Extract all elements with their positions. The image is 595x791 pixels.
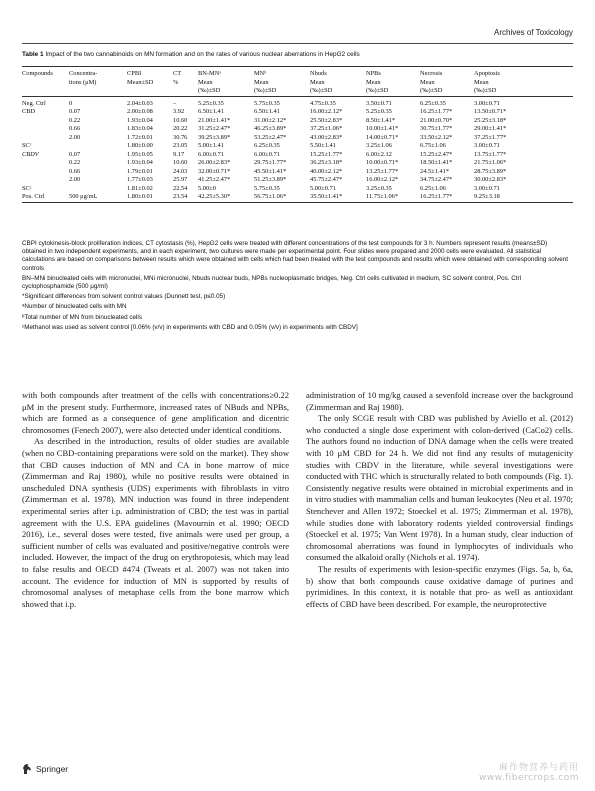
paragraph: administration of 10 mg/kg caused a sevenfold increase over the background (Zimmerman and Raj 1980). [306, 390, 573, 412]
column-header: Mean±SD [127, 78, 154, 86]
table-cell: 5.00±1.41 [198, 142, 224, 149]
table-cell: 46.25±3.89* [254, 125, 287, 132]
footnote-cbpi: CBPI cytokinesis-block proliferation indices, CT cytostasis (%), HepG2 cells were treated with different concentrations of the test compounds for 3 h. Numbers represent results (means±SD) obtained in two independent experiments, and in each experiment, two cultures were made per experimental point. Four slides were prepared and 2000 cells were evaluated. All statistical calculations are based on comparisons between results which were obtained with cells which had been treated with the test compounds and results which were obtained with corresponding solvent controls [22, 240, 569, 272]
table-cell: 1.80±0.01 [127, 193, 153, 200]
table-cell: 9.25±3.18 [474, 193, 500, 200]
column-header [69, 87, 127, 96]
column-header: CPBI [127, 70, 142, 77]
table-cell: 37.25±1.06* [310, 125, 343, 132]
results-table [22, 66, 573, 203]
table-cell: 25.97 [173, 176, 188, 183]
table-cell: 2.04±0.03 [127, 99, 153, 107]
table-caption-text: Impact of the two cannabinoids on MN formation and on the rates of various nuclear aberrations in HepG2 cells [43, 51, 360, 58]
table-row [22, 96, 573, 108]
table-cell: 15.25±2.47* [420, 150, 453, 158]
column-header [127, 87, 173, 96]
page-footer [22, 763, 68, 775]
table-row [22, 134, 573, 143]
table-cell: 5.00±0.71 [310, 184, 336, 192]
column-header: Nbuds [310, 70, 327, 77]
table-cell: 30.76 [173, 133, 188, 141]
table-cell: 13.50±0.71* [474, 108, 507, 115]
table-cell: 37.25±1.77* [474, 133, 507, 141]
table-cell: 43.00±2.83* [310, 133, 343, 141]
table-cell: 16.00±2.12* [310, 108, 343, 115]
column-header: Apoptosis [474, 70, 500, 77]
table-cell: 13.75±1.77* [474, 150, 507, 158]
table-header-row [22, 79, 573, 88]
table-cell [22, 176, 69, 185]
table-row [22, 125, 573, 134]
table-cell: 6.50±1.41 [254, 108, 280, 115]
table-header-row [22, 67, 573, 79]
table-cell: 6.25±0.35 [420, 99, 446, 107]
body-column-left [22, 390, 289, 610]
table-cell: SCᶜ [22, 184, 32, 192]
table-cell: CBD [22, 108, 36, 115]
table-cell: 22.54 [173, 184, 188, 192]
table-cell: 0.22 [69, 159, 81, 166]
table-row [22, 176, 573, 185]
table-cell: 20.22 [173, 125, 188, 132]
paragraph: As described in the introduction, results of older studies are available (when no CBD-containing preparations were sold on the market). They show that CBD causes induction of MN and CA in bone marrow of mice (Zimmerman and Raj 1980), while no positive results were obtained in unscheduled DNA synthesis (UDS) experiments with fibroblasts in vitro (Zimmerman et al. 1978). MN induction was found in three independent experimental series after i.p. administration of CBD; the test was in partial agreement with the U.S. EPA guidelines (Mavournin et al. 1990; OECD 2016), i.e., several doses were tested, five animals were used per group, a sufficient number of cells was evaluated and positive/negative controls were included. However, the impact of the drug on erythropoiesis, which may lead to false results and OECD #474 (Tweats et al. 2007) was not taken into account. The evidence for induction of MN is supported by results of chromosomal analyses of metaphase cells from the bone marrow which showed that i.p. [22, 436, 289, 609]
table-cell: 10.00±0.71* [366, 159, 399, 166]
table-caption [22, 51, 573, 59]
table-cell: 36.25±3.18* [310, 159, 343, 166]
header-rule [22, 43, 573, 44]
table-cell: Pos. Ctrl [22, 193, 45, 200]
table-row [22, 151, 573, 160]
table-cell: 24.5±1.41* [420, 167, 450, 175]
table-cell: 3.00±0.71 [474, 184, 500, 192]
table-cell: 3.00±0.71 [474, 142, 500, 149]
table-cell: 23.54 [173, 193, 188, 200]
table-cell: 1.72±0.01 [127, 133, 153, 141]
table-cell: – [173, 99, 177, 107]
table-cell: 21.75±1.06* [474, 159, 507, 166]
table-cell: 45.50±1.41* [254, 167, 287, 175]
table-cell: 1.93±0.04 [127, 159, 153, 166]
table-cell: 5.25±0.35 [198, 99, 224, 107]
column-header: BN-MNᵃ [198, 70, 222, 77]
table-cell: 35.50±1.41* [310, 193, 343, 200]
table-cell: 3.92 [173, 108, 185, 115]
watermark [479, 760, 579, 783]
table-cell: 21.00±1.41* [198, 116, 231, 124]
table-cell: 6.00±0.71 [198, 150, 224, 158]
table-cell: 0.22 [69, 116, 81, 124]
column-header [173, 87, 198, 96]
column-header: Mean [474, 78, 489, 86]
table-cell: 0.66 [69, 167, 81, 175]
table-row [22, 142, 573, 151]
table-cell: 5.75±0.35 [254, 184, 280, 192]
table-cell: 39.25±3.89* [198, 133, 231, 141]
table-cell: 18.50±1.41* [420, 159, 453, 166]
table-cell: 25.50±2.83* [310, 116, 343, 124]
table-cell: 4.75±0.35 [310, 99, 336, 107]
table-cell: 1.80±0.00 [127, 142, 153, 149]
body-column-right [306, 390, 573, 610]
table-row [22, 168, 573, 177]
springer-horse-icon [22, 763, 32, 775]
table-cell [22, 125, 69, 134]
table-cell: 1.83±0.04 [127, 125, 153, 132]
table-cell: 21.00±0.70* [420, 116, 453, 124]
table-cell: 0 [69, 99, 73, 107]
table-cell: 45.75±2.47* [310, 176, 343, 183]
column-header: Mean [254, 78, 269, 86]
footnote-abbreviations: BN–MNi binucleated cells with micronuclei, MNi micronuclei, Nbuds nuclear buds, NPBs nucleoplasmatic bridges, Neg. Ctrl cells cultivated in medium, SC solvent control, Pos. Ctrl cyclophosphamide (500 μg/ml) [22, 274, 522, 291]
table-cell: 10.60 [173, 159, 188, 166]
table-cell: CBDV [22, 150, 39, 158]
table-cell: 33.50±2.12* [420, 133, 453, 141]
table-cell: 26.00±2.83* [198, 159, 231, 166]
column-header: Concentra- [69, 70, 98, 77]
table-cell: 9.17 [173, 150, 185, 158]
table-cell: 23.05 [173, 142, 188, 149]
table-cell [22, 159, 69, 168]
table-cell [69, 142, 127, 151]
paragraph: with both compounds after treatment of the cells with concentrations≥0.22 μM in the present study. Furthermore, increased rates of NBuds and NPBs, which are formed as a consequence of gene amplification and dicentric chromosomes (Fenech 2007), were also detected under identical conditions. [22, 390, 289, 435]
table-cell: 40.00±2.12* [310, 167, 343, 175]
column-header: Mean [420, 78, 435, 86]
column-header: (‰)±SD [254, 87, 310, 96]
column-header: CT [173, 70, 182, 77]
table-cell: 10.60 [173, 116, 188, 124]
table-cell: 13.25±1.77* [366, 167, 399, 175]
table-cell: 3.00±0.71 [474, 99, 500, 107]
table-cell: 56.75±1.06* [254, 193, 287, 200]
table-cell: 28.75±3.89* [474, 167, 507, 175]
table-row [22, 193, 573, 202]
paragraph: The only SCGE result with CBD was published by Aviello et al. (2012) who conducted a single dose experiment with colon-derived (CaCo2) cells. The authors found no induction of DNA damage when the cells were treated with 10 μM CBD for 24 h. We did not find any results of mutagenicity studies with CBDV in the literature, while several investigations were conducted with THC which is structurally related to both compounds (Fig. 1). Consistently negative results were obtained in microbial experiments and in in vitro studies with mammalian cells and human leukocytes (Neu et al. 1970; Stenchever and Allen 1972; Stoeckel et al. 1975; Zimmerman et al. 1978), while studies done with laboratory rodents yielded controversial findings (Stoeckel et al. 1975; Van Went 1978). In a human study, clear induction of chromosomal aberrations was found in lymphocytes of individuals who consumed the alkaloid orally (Nichols et al. 1974). [306, 413, 573, 563]
table-cell: 6.00±0.71 [254, 150, 280, 158]
publisher-name: Springer [36, 764, 69, 774]
table-cell: 31.00±2.12* [254, 116, 287, 124]
table-cell: Neg. Ctrl [22, 99, 46, 107]
table-cell: 6.75±1.06 [420, 142, 446, 149]
table-cell: 500 μg/mL [69, 193, 98, 200]
footnote-a: ᵃNumber of binucleated cells with MN [22, 303, 127, 311]
table-cell: 0.07 [69, 150, 81, 158]
table-cell [22, 117, 69, 126]
table-row [22, 108, 573, 117]
table-cell: 24.03 [173, 167, 188, 175]
table-cell: 10.00±1.41* [366, 125, 399, 132]
table-cell: SCᶜ [22, 142, 32, 149]
table-cell: 0.66 [69, 125, 81, 132]
footnote-c: ᶜMethanol was used as solvent control [0.06% (v/v) in experiments with CBD and 0.05% (v/v) in experiments with CBDV] [22, 323, 358, 331]
column-header: (‰)±SD [474, 87, 573, 96]
table-cell: 6.00±2.12 [366, 150, 392, 158]
column-header: MNᵇ [254, 70, 267, 77]
paragraph: The results of experiments with lesion-specific enzymes (Figs. 5a, b, 6a, b) show that both compounds cause oxidative damage of purines and pyrimidines. In this context, it is notable that pro- as well as antioxidant effects of CBD have been described. For example, the neuroprotective [306, 563, 573, 609]
table-cell: 2.00±0.08 [127, 108, 153, 115]
table-cell: 5.75±0.35 [254, 99, 280, 107]
column-header: NPBs [366, 70, 381, 77]
table-row [22, 159, 573, 168]
table-cell: 29.75±1.77* [254, 159, 287, 166]
table-cell: 16.25±1.77* [420, 108, 453, 115]
column-header [22, 79, 69, 88]
table-cell: 53.25±2.47* [254, 133, 287, 141]
table-cell: 32.00±0.71* [198, 167, 231, 175]
table-cell: 3.25±1.06 [366, 142, 392, 149]
table-cell [22, 134, 69, 143]
table-cell: 16.25±1.77* [420, 193, 453, 200]
table-cell: 1.77±0.03 [127, 176, 153, 183]
footnote-b: ᵇTotal number of MN from binucleated cells [22, 313, 142, 321]
column-header: Mean [198, 78, 213, 86]
column-header: tions (μM) [69, 78, 97, 86]
table-label: Table 1 [22, 51, 44, 58]
table-cell: 1.79±0.01 [127, 167, 153, 175]
table-cell: 6.50±1.41 [198, 108, 224, 115]
table-cell: 30.00±2.83* [474, 176, 507, 183]
table-cell: 5.00±0 [198, 184, 216, 192]
table-row [22, 117, 573, 126]
table-cell [69, 185, 127, 194]
table-cell: 41.25±2.47* [198, 176, 231, 183]
table-cell: 11.75±1.06* [366, 193, 399, 200]
column-header: (‰)±SD [366, 87, 420, 96]
table-cell: 51.25±3.89* [254, 176, 287, 183]
table-cell: 5.25±0.35 [366, 108, 392, 115]
table-cell: 6.25±0.35 [254, 142, 280, 149]
column-header: Necrosis [420, 70, 443, 77]
table-cell: 6.25±1.06 [420, 184, 446, 192]
column-header: (‰)±SD [198, 87, 254, 96]
table-cell: 3.50±0.71 [366, 99, 392, 107]
table-cell: 5.50±1.41 [310, 142, 336, 149]
journal-name: Archives of Toxicology [494, 28, 573, 37]
table-cell: 1.95±0.05 [127, 150, 153, 158]
table-cell: 30.75±1.77* [420, 125, 453, 132]
footnote-significance: *Significant differences from solvent control values (Dunnett test, p≤0.05) [22, 293, 226, 301]
table-cell: 0.07 [69, 108, 81, 115]
table-cell: 34.75±2.47* [420, 176, 453, 183]
table-cell: 16.00±2.12* [366, 176, 399, 183]
table-footnotes [22, 240, 573, 334]
column-header: Mean [310, 78, 325, 86]
table-cell: 1.93±0.04 [127, 116, 153, 124]
table-cell: 8.50±1.41* [366, 116, 396, 124]
table-cell: 42.25±5.30* [198, 193, 231, 200]
column-header [22, 87, 69, 96]
table-cell: 29.00±1.41* [474, 125, 507, 132]
table-cell: 25.25±3.18* [474, 116, 507, 124]
watermark-line2: www.fibercrops.com [479, 773, 579, 783]
column-header: Mean [366, 78, 381, 86]
table-header-row [22, 87, 573, 96]
table-cell: 3.25±0.35 [366, 184, 392, 192]
table-row [22, 185, 573, 194]
column-header: Compounds [22, 70, 53, 77]
table-cell: 2.00 [69, 176, 81, 183]
watermark-line1: 麻作物营养与药用 [498, 763, 579, 773]
table-cell: 2.00 [69, 133, 81, 141]
column-header: % [173, 78, 179, 86]
table-cell: 1.81±0.02 [127, 184, 153, 192]
column-header: (‰)±SD [420, 87, 474, 96]
column-header: (‰)±SD [310, 87, 366, 96]
table-cell: 31.25±2.47* [198, 125, 231, 132]
table-cell [22, 168, 69, 177]
table-cell: 14.00±0.71* [366, 133, 399, 141]
table-cell: 15.25±1.77* [310, 150, 343, 158]
